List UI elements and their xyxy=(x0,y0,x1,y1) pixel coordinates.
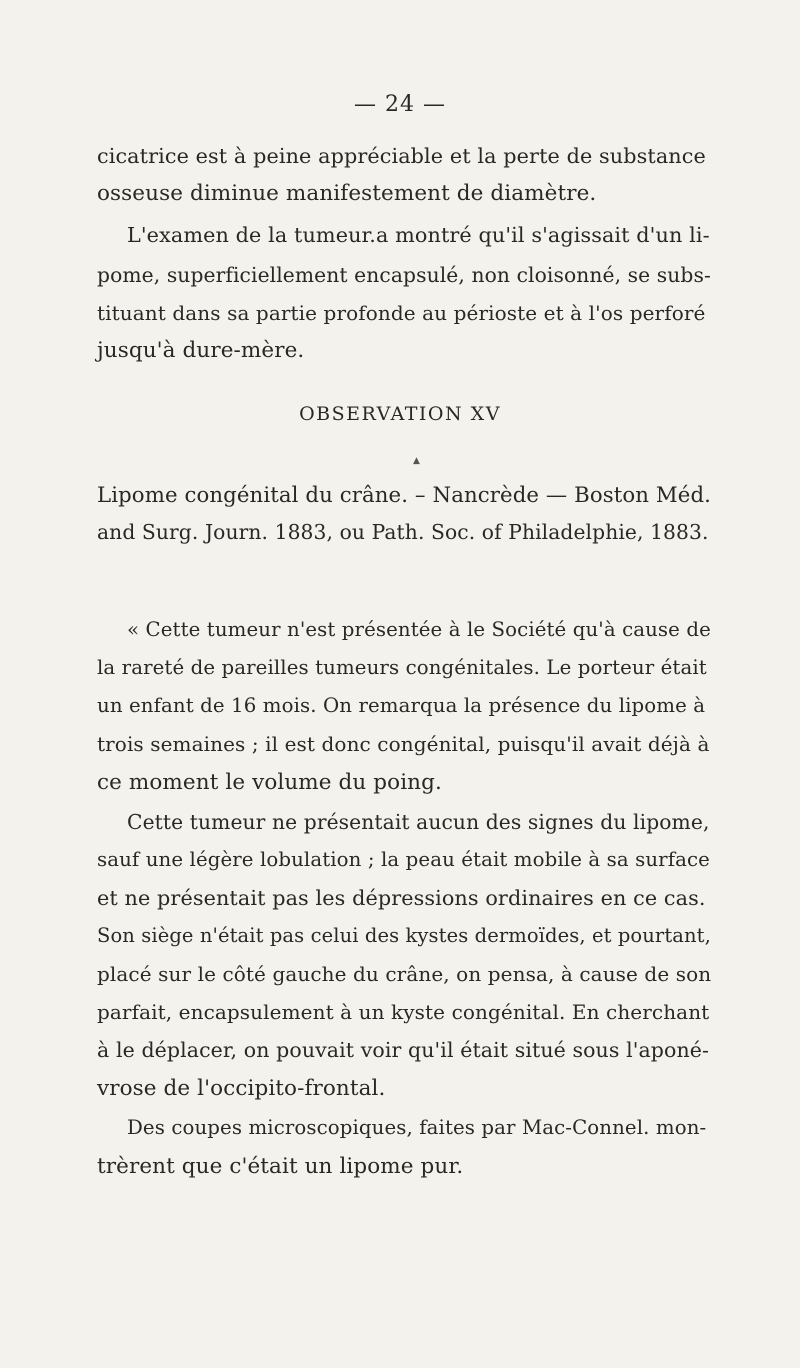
text-line: trois semaines ; il est donc congénital, puisqu'il avait déjà à xyxy=(97,732,710,756)
text-line: cicatrice est à peine appréciable et la perte de substance xyxy=(97,144,706,168)
ornament-mark: ▲ xyxy=(413,456,420,466)
text-line: la rareté de pareilles tumeurs congénitales. Le porteur était xyxy=(97,656,707,679)
text-line: jusqu'à dure-mère. xyxy=(97,338,305,363)
text-line: trèrent que c'était un lipome pur. xyxy=(97,1154,464,1179)
text-line: placé sur le côté gauche du crâne, on pensa, à cause de son xyxy=(97,962,712,986)
text-line: ce moment le volume du poing. xyxy=(97,770,442,795)
text-line: Des coupes microscopiques, faites par Mac-Connel. mon- xyxy=(127,1116,707,1139)
text-line: Son siège n'était pas celui des kystes dermoïdes, et pourtant, xyxy=(97,924,711,947)
text-line: tituant dans sa partie profonde au périoste et à l'os perforé xyxy=(97,301,706,325)
text-line: un enfant de 16 mois. On remarqua la présence du lipome à xyxy=(97,694,706,717)
text-line: vrose de l'occipito-frontal. xyxy=(97,1076,386,1101)
text-line: et ne présentait pas les dépressions ordinaires en ce cas. xyxy=(97,886,706,910)
reference-line: Lipome congénital du crâne. – Nancrède — Boston Méd. xyxy=(97,483,712,508)
reference-line: and Surg. Journ. 1883, ou Path. Soc. of Philadelphie, 1883. xyxy=(97,520,709,544)
text-line: « Cette tumeur n'est présentée à le Société qu'à cause de xyxy=(127,618,711,641)
text-line: Cette tumeur ne présentait aucun des signes du lipome, xyxy=(127,810,710,834)
text-line: osseuse diminue manifestement de diamètre. xyxy=(97,181,597,206)
observation-heading: OBSERVATION XV xyxy=(299,403,501,425)
text-line: sauf une légère lobulation ; la peau était mobile à sa surface xyxy=(97,848,710,871)
text-line: parfait, encapsulement à un kyste congénital. En cherchant xyxy=(97,1000,710,1024)
text-line: à le déplacer, on pouvait voir qu'il était situé sous l'aponé- xyxy=(97,1038,710,1062)
text-line: pome, superficiellement encapsulé, non cloisonné, se subs- xyxy=(97,263,711,287)
text-line: L'examen de la tumeur.a montré qu'il s'agissait d'un li- xyxy=(127,223,710,247)
page-number: — 24 — xyxy=(354,92,446,117)
